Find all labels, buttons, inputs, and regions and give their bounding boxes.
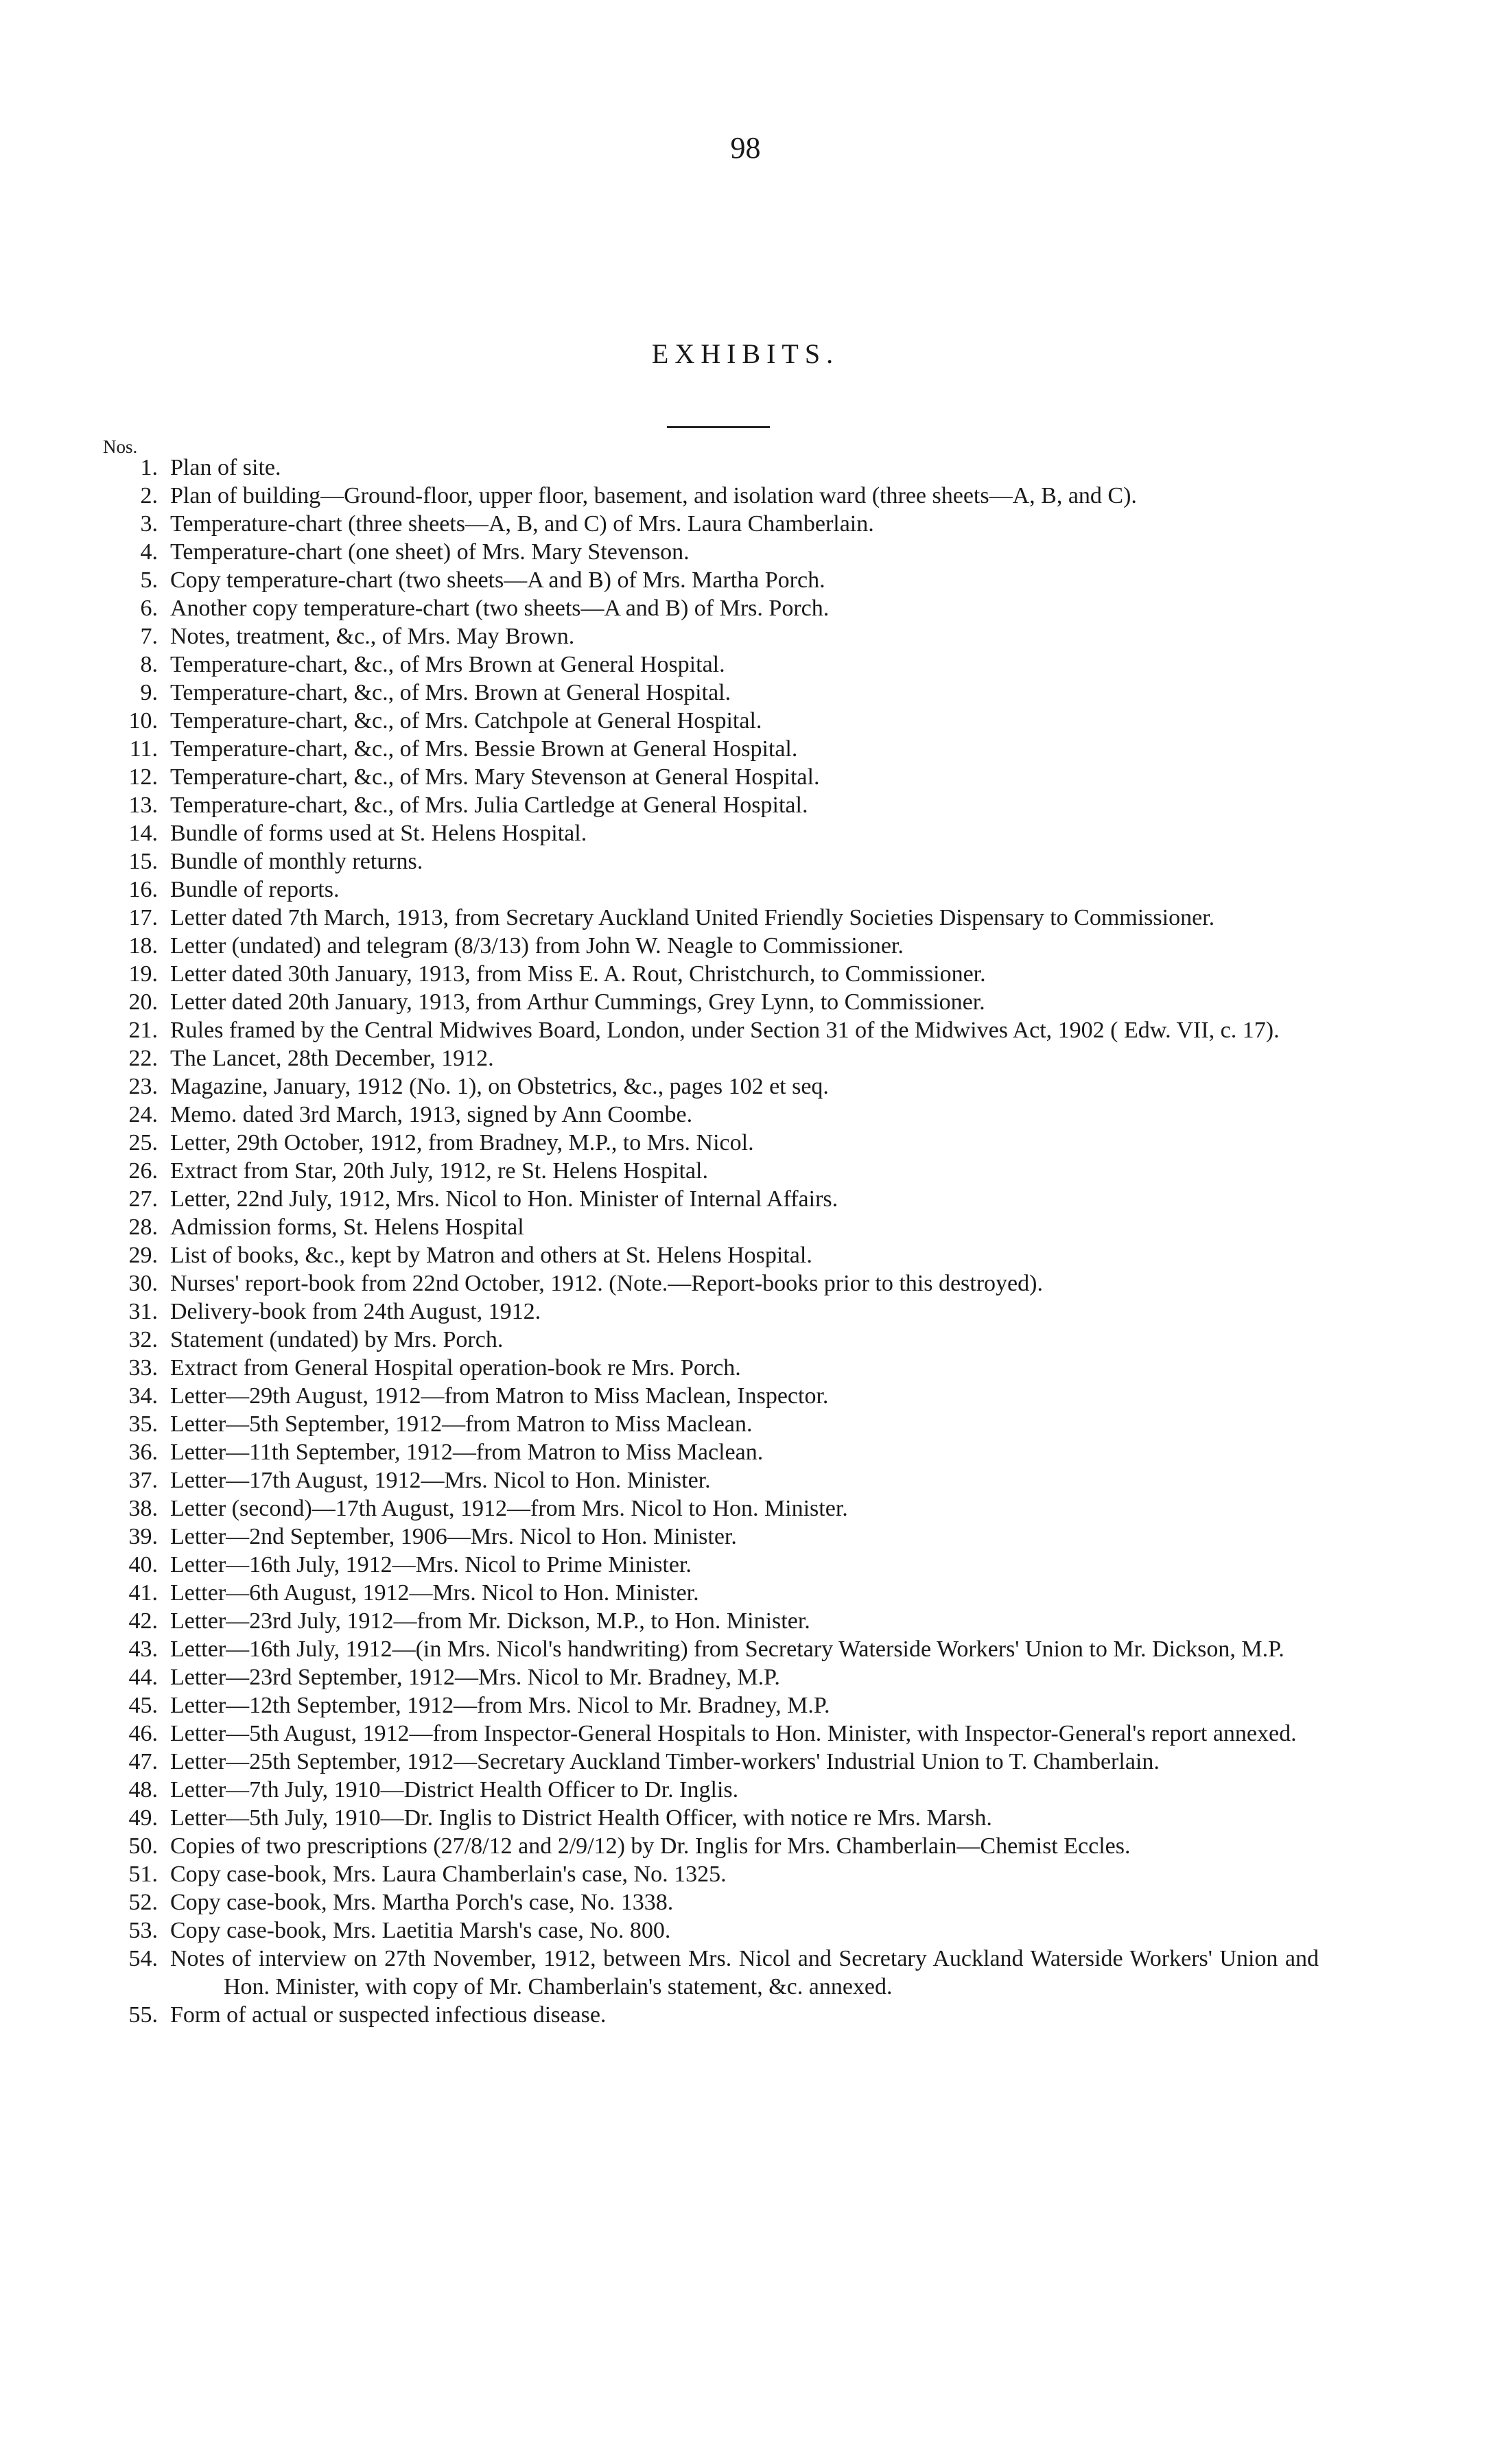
exhibit-number: 40. xyxy=(128,1552,158,1577)
exhibit-number: 54. xyxy=(128,1946,158,1971)
exhibit-number: 27. xyxy=(128,1186,158,1212)
exhibit-text: Letter (second)—17th August, 1912—from Mrs. Nicol to Hon. Minister. xyxy=(170,1496,848,1521)
exhibit-number: 9. xyxy=(140,680,158,705)
exhibit-text: Another copy temperature-chart (two sheets—A and B) of Mrs. Porch. xyxy=(170,596,830,621)
exhibit-item xyxy=(0,454,1319,482)
exhibit-number: 35. xyxy=(128,1411,158,1437)
exhibit-number: 37. xyxy=(128,1468,158,1493)
exhibit-text: Notes, treatment, &c., of Mrs. May Brown. xyxy=(170,624,575,649)
exhibit-text: Letter—23rd July, 1912—from Mr. Dickson, M.P., to Hon. Minister. xyxy=(170,1608,810,1634)
exhibit-item xyxy=(0,1888,1319,1916)
exhibit-number: 51. xyxy=(128,1862,158,1887)
exhibit-number: 30. xyxy=(128,1271,158,1296)
exhibit-number: 14. xyxy=(128,821,158,846)
exhibit-item xyxy=(0,1635,1319,1663)
exhibit-list xyxy=(0,454,1491,2029)
exhibit-number: 18. xyxy=(128,933,158,959)
exhibit-text: Delivery-book from 24th August, 1912. xyxy=(170,1299,541,1324)
exhibit-item xyxy=(0,1382,1319,1410)
exhibit-item xyxy=(0,1860,1319,1888)
exhibit-number: 11. xyxy=(129,736,158,762)
exhibit-number: 28. xyxy=(128,1215,158,1240)
exhibit-number: 5. xyxy=(140,567,158,593)
exhibit-item xyxy=(0,904,1319,932)
exhibit-text: Letter—17th August, 1912—Mrs. Nicol to Hon. Minister. xyxy=(170,1468,711,1493)
exhibit-item xyxy=(0,819,1319,847)
exhibit-number: 8. xyxy=(140,652,158,677)
exhibit-text: Plan of site. xyxy=(170,455,281,480)
exhibit-item xyxy=(0,1016,1319,1044)
exhibit-number: 16. xyxy=(128,877,158,902)
exhibit-number: 43. xyxy=(128,1636,158,1662)
exhibit-text: Temperature-chart, &c., of Mrs. Catchpole at General Hospital. xyxy=(170,708,762,734)
exhibit-item xyxy=(0,763,1319,791)
exhibit-item xyxy=(0,510,1319,538)
exhibit-text: Letter—12th September, 1912—from Mrs. Nicol to Mr. Bradney, M.P. xyxy=(170,1693,830,1718)
exhibit-item xyxy=(0,2001,1319,2029)
exhibit-number: 32. xyxy=(128,1327,158,1352)
exhibit-item xyxy=(0,1804,1319,1832)
exhibit-text: Copy case-book, Mrs. Martha Porch's case, No. 1338. xyxy=(170,1890,674,1915)
exhibit-item xyxy=(0,1466,1319,1494)
exhibit-text: Temperature-chart, &c., of Mrs Brown at General Hospital. xyxy=(170,652,725,677)
exhibit-item xyxy=(0,1241,1319,1269)
exhibit-item xyxy=(0,1438,1319,1466)
exhibit-item xyxy=(0,1748,1319,1776)
exhibit-number: 25. xyxy=(128,1130,158,1155)
exhibit-item xyxy=(0,1523,1319,1551)
exhibit-number: 49. xyxy=(128,1805,158,1831)
exhibit-number: 52. xyxy=(128,1890,158,1915)
exhibit-item xyxy=(0,566,1319,594)
exhibit-item xyxy=(0,932,1319,960)
exhibit-number: 48. xyxy=(128,1777,158,1803)
exhibit-item xyxy=(0,1101,1319,1129)
exhibit-text: Letter dated 7th March, 1913, from Secretary Auckland United Friendly Societies Dispensary to Commissioner. xyxy=(170,905,1215,930)
exhibit-item xyxy=(0,1213,1319,1241)
exhibit-text: Rules framed by the Central Midwives Board, London, under Section 31 of the Midwives Act, 1902 ( Edw. VII, c. 17). xyxy=(170,1018,1280,1043)
exhibit-item xyxy=(0,876,1319,904)
page-number: 98 xyxy=(730,131,761,165)
exhibit-number: 7. xyxy=(140,624,158,649)
exhibit-number: 50. xyxy=(128,1833,158,1859)
exhibit-item xyxy=(0,1354,1319,1382)
exhibit-item xyxy=(0,1663,1319,1691)
exhibit-item xyxy=(0,622,1319,650)
exhibit-number: 4. xyxy=(140,539,158,565)
exhibit-text: Bundle of monthly returns. xyxy=(170,849,423,874)
exhibit-text: Letter—7th July, 1910—District Health Officer to Dr. Inglis. xyxy=(170,1777,739,1803)
exhibit-item xyxy=(0,1044,1319,1072)
exhibit-number: 17. xyxy=(128,905,158,930)
exhibit-item xyxy=(0,1776,1319,1804)
exhibit-number: 23. xyxy=(128,1074,158,1099)
exhibit-text: Bundle of forms used at St. Helens Hospital. xyxy=(170,821,587,846)
exhibit-number: 19. xyxy=(128,961,158,987)
exhibit-text: Copies of two prescriptions (27/8/12 and 2/9/12) by Dr. Inglis for Mrs. Chamberlain—Chemist Eccles. xyxy=(170,1833,1131,1859)
exhibit-item xyxy=(0,1298,1319,1326)
exhibit-number: 33. xyxy=(128,1355,158,1381)
exhibit-text: Admission forms, St. Helens Hospital xyxy=(170,1215,524,1240)
exhibit-item xyxy=(0,1607,1319,1635)
exhibit-item xyxy=(0,988,1319,1016)
exhibit-item xyxy=(0,1916,1319,1945)
exhibit-number: 2. xyxy=(140,483,158,508)
exhibit-number: 42. xyxy=(128,1608,158,1634)
exhibit-number: 46. xyxy=(128,1721,158,1746)
exhibit-number: 38. xyxy=(128,1496,158,1521)
exhibit-number: 20. xyxy=(128,989,158,1015)
exhibit-number: 29. xyxy=(128,1243,158,1268)
exhibit-text: Letter—16th July, 1912—(in Mrs. Nicol's handwriting) from Secretary Waterside Workers' Union to Mr. Dickson, M.P. xyxy=(170,1636,1284,1662)
nos-label: Nos. xyxy=(103,436,138,457)
exhibit-item xyxy=(0,1410,1319,1438)
exhibit-item xyxy=(0,1494,1319,1523)
exhibit-item xyxy=(0,847,1319,876)
exhibit-text: Temperature-chart, &c., of Mrs. Bessie Brown at General Hospital. xyxy=(170,736,798,762)
exhibit-item xyxy=(0,1691,1319,1720)
exhibit-text: Letter, 29th October, 1912, from Bradney, M.P., to Mrs. Nicol. xyxy=(170,1130,754,1155)
exhibit-text: Bundle of reports. xyxy=(170,877,340,902)
exhibit-text: Letter—5th August, 1912—from Inspector-General Hospitals to Hon. Minister, with Inspector-General's report annexed. xyxy=(170,1721,1297,1746)
exhibit-item xyxy=(0,1832,1319,1860)
exhibit-number: 39. xyxy=(128,1524,158,1549)
exhibit-text: Temperature-chart, &c., of Mrs. Mary Stevenson at General Hospital. xyxy=(170,764,820,790)
exhibit-text: Letter—6th August, 1912—Mrs. Nicol to Hon. Minister. xyxy=(170,1580,699,1606)
exhibit-item xyxy=(0,735,1319,763)
exhibit-text: Letter (undated) and telegram (8/3/13) from John W. Neagle to Commissioner. xyxy=(170,933,904,959)
exhibit-number: 13. xyxy=(128,793,158,818)
exhibit-item xyxy=(0,1579,1319,1607)
exhibit-number: 45. xyxy=(128,1693,158,1718)
exhibit-text: Letter—2nd September, 1906—Mrs. Nicol to Hon. Minister. xyxy=(170,1524,737,1549)
exhibit-text: Temperature-chart, &c., of Mrs. Brown at General Hospital. xyxy=(170,680,731,705)
exhibit-text: Letter—11th September, 1912—from Matron to Miss Maclean. xyxy=(170,1440,764,1465)
exhibit-text: Memo. dated 3rd March, 1913, signed by Ann Coombe. xyxy=(170,1102,693,1127)
exhibit-text: Magazine, January, 1912 (No. 1), on Obstetrics, &c., pages 102 et seq. xyxy=(170,1074,829,1099)
exhibit-item xyxy=(0,1185,1319,1213)
exhibit-text: List of books, &c., kept by Matron and others at St. Helens Hospital. xyxy=(170,1243,812,1268)
exhibit-item xyxy=(0,1269,1319,1298)
exhibit-number: 47. xyxy=(128,1749,158,1774)
exhibit-item xyxy=(0,960,1319,988)
exhibit-item xyxy=(0,1551,1319,1579)
exhibit-item xyxy=(0,1326,1319,1354)
exhibit-number: 15. xyxy=(128,849,158,874)
exhibit-number: 36. xyxy=(128,1440,158,1465)
exhibit-text: Copy case-book, Mrs. Laura Chamberlain's case, No. 1325. xyxy=(170,1862,727,1887)
exhibit-item xyxy=(0,1129,1319,1157)
exhibit-number: 12. xyxy=(128,764,158,790)
exhibit-item xyxy=(0,1945,1319,2001)
exhibit-text: Notes of interview on 27th November, 1912, between Mrs. Nicol and Secretary Auckland Waterside Workers' Union and Hon. Minister, with copy of Mr. Chamberlain's statement, &c. annexed. xyxy=(170,1946,1319,1999)
exhibit-number: 44. xyxy=(128,1665,158,1690)
exhibit-item xyxy=(0,650,1319,679)
exhibit-text: Letter—5th July, 1910—Dr. Inglis to District Health Officer, with notice re Mrs. Marsh. xyxy=(170,1805,992,1831)
exhibit-text: Temperature-chart, &c., of Mrs. Julia Cartledge at General Hospital. xyxy=(170,793,808,818)
exhibit-text: The Lancet, 28th December, 1912. xyxy=(170,1046,494,1071)
exhibit-text: Letter dated 20th January, 1913, from Arthur Cummings, Grey Lynn, to Commissioner. xyxy=(170,989,985,1015)
exhibit-text: Letter—25th September, 1912—Secretary Auckland Timber-workers' Industrial Union to T. Chamberlain. xyxy=(170,1749,1160,1774)
exhibit-text: Letter dated 30th January, 1913, from Miss E. A. Rout, Christchurch, to Commissioner. xyxy=(170,961,986,987)
exhibit-text: Letter—16th July, 1912—Mrs. Nicol to Prime Minister. xyxy=(170,1552,692,1577)
exhibit-text: Plan of building—Ground-floor, upper floor, basement, and isolation ward (three sheets—A, B, and C). xyxy=(170,483,1137,508)
exhibit-number: 55. xyxy=(128,2002,158,2028)
exhibit-text: Letter—23rd September, 1912—Mrs. Nicol to Mr. Bradney, M.P. xyxy=(170,1665,780,1690)
exhibit-text: Letter—5th September, 1912—from Matron to Miss Maclean. xyxy=(170,1411,753,1437)
exhibit-number: 41. xyxy=(128,1580,158,1606)
exhibit-number: 3. xyxy=(140,511,158,537)
exhibit-item xyxy=(0,594,1319,622)
exhibit-text: Statement (undated) by Mrs. Porch. xyxy=(170,1327,504,1352)
exhibit-item xyxy=(0,538,1319,566)
exhibit-text: Letter—29th August, 1912—from Matron to Miss Maclean, Inspector. xyxy=(170,1383,829,1409)
exhibit-item xyxy=(0,482,1319,510)
exhibit-number: 26. xyxy=(128,1158,158,1184)
title-rule xyxy=(667,426,770,428)
exhibit-number: 22. xyxy=(128,1046,158,1071)
page-title: EXHIBITS. xyxy=(651,338,840,369)
exhibit-item xyxy=(0,679,1319,707)
exhibit-text: Temperature-chart (three sheets—A, B, and C) of Mrs. Laura Chamberlain. xyxy=(170,511,874,537)
exhibit-number: 10. xyxy=(128,708,158,734)
exhibit-item xyxy=(0,1720,1319,1748)
exhibit-number: 6. xyxy=(140,596,158,621)
exhibit-number: 53. xyxy=(128,1918,158,1943)
exhibit-item xyxy=(0,1157,1319,1185)
exhibit-text: Temperature-chart (one sheet) of Mrs. Mary Stevenson. xyxy=(170,539,690,565)
exhibit-text: Letter, 22nd July, 1912, Mrs. Nicol to Hon. Minister of Internal Affairs. xyxy=(170,1186,838,1212)
exhibit-text: Form of actual or suspected infectious disease. xyxy=(170,2002,607,2028)
exhibit-text: Copy case-book, Mrs. Laetitia Marsh's case, No. 800. xyxy=(170,1918,671,1943)
exhibit-text: Extract from General Hospital operation-book re Mrs. Porch. xyxy=(170,1355,741,1381)
exhibit-text: Nurses' report-book from 22nd October, 1912. (Note.—Report-books prior to this destroyed). xyxy=(170,1271,1043,1296)
exhibit-item xyxy=(0,1072,1319,1101)
exhibit-number: 31. xyxy=(128,1299,158,1324)
exhibit-number: 24. xyxy=(128,1102,158,1127)
exhibit-number: 21. xyxy=(128,1018,158,1043)
exhibit-text: Copy temperature-chart (two sheets—A and B) of Mrs. Martha Porch. xyxy=(170,567,825,593)
exhibit-number: 34. xyxy=(128,1383,158,1409)
exhibit-item xyxy=(0,707,1319,735)
exhibit-item xyxy=(0,791,1319,819)
exhibit-number: 1. xyxy=(140,455,158,480)
exhibit-text: Extract from Star, 20th July, 1912, re St. Helens Hospital. xyxy=(170,1158,708,1184)
